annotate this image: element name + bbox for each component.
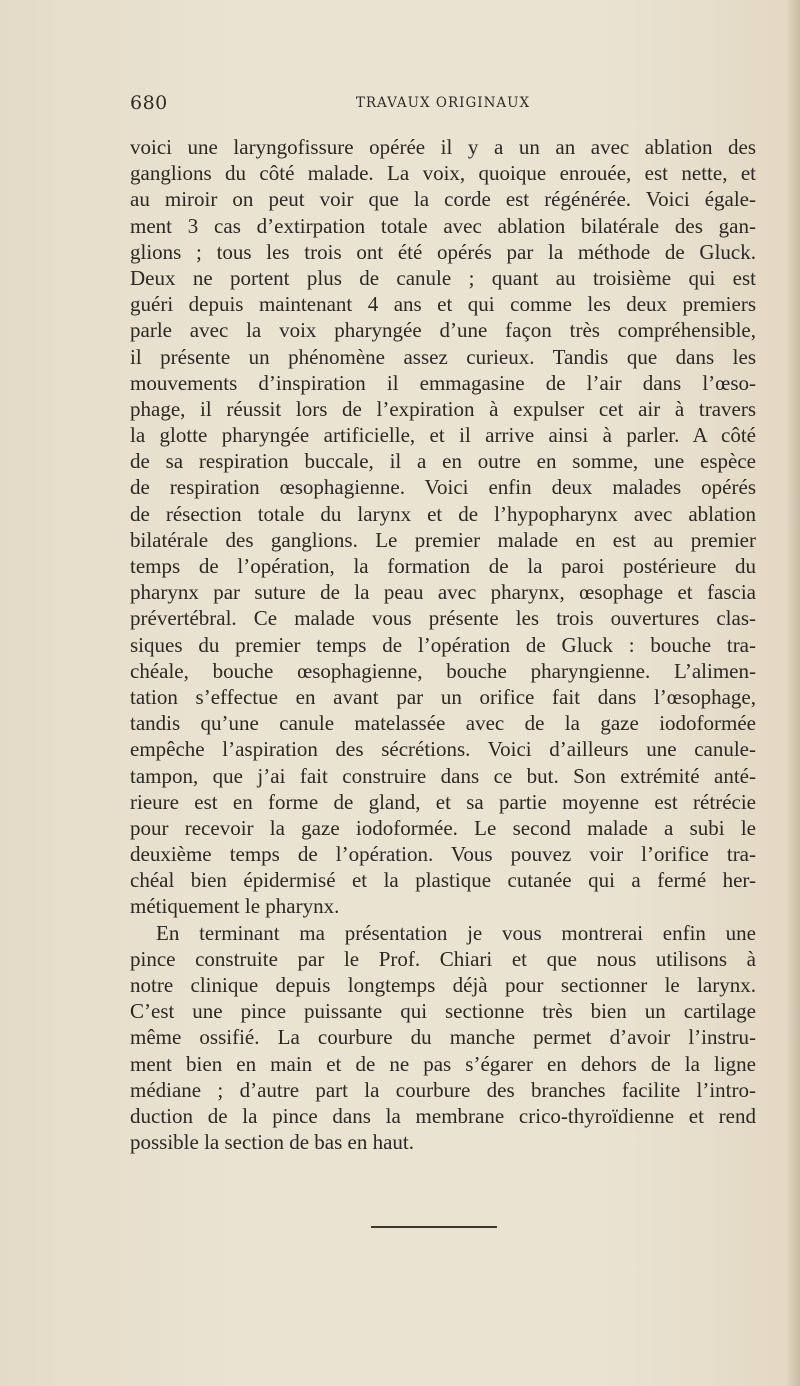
text-line: Deux ne portent plus de canule ; quant au troisième qui est	[130, 265, 756, 290]
text-line: prévertébral. Ce malade vous présente les trois ouvertures clas-	[130, 606, 756, 631]
end-rule	[371, 1226, 497, 1228]
text-line: de sa respiration buccale, il a en outre en somme, une espèce	[130, 449, 756, 474]
text-line: chéale, bouche œsophagienne, bouche pharyngienne. L’alimen-	[130, 658, 756, 683]
text-line: tation s’effectue en avant par un orifice fait dans l’œsophage,	[130, 684, 756, 709]
text-line: deuxième temps de l’opération. Vous pouvez voir l’orifice tra-	[130, 842, 756, 867]
text-line: duction de la pince dans la membrane crico-thyroïdienne et rend	[130, 1103, 756, 1128]
text-line: temps de l’opération, la formation de la paroi postérieure du	[130, 554, 756, 578]
article-body	[130, 134, 756, 1155]
text-line: pour recevoir la gaze iodoformée. Le second malade a subi le	[130, 815, 756, 840]
text-line: même ossifié. La courbure du manche permet d’avoir l’instru-	[130, 1025, 756, 1050]
text-line: bilatérale des ganglions. Le premier malade en est au premier	[130, 527, 756, 552]
paragraph	[130, 920, 756, 1156]
text-line: mouvements d’inspiration il emmagasine de l’air dans l’œso-	[130, 370, 756, 395]
page-header	[130, 92, 756, 118]
text-line: ment 3 cas d’extirpation totale avec ablation bilatérale des gan-	[130, 213, 756, 238]
text-line: glions ; tous les trois ont été opérés par la méthode de Gluck.	[130, 239, 756, 264]
text-line: tandis qu’une canule matelassée avec de la gaze iodoformée	[130, 711, 756, 736]
text-line: notre clinique depuis longtemps déjà pour sectionner le larynx.	[130, 973, 756, 997]
text-line: ment bien en main et de ne pas s’égarer en dehors de la ligne	[130, 1051, 756, 1076]
paragraph	[130, 134, 756, 920]
text-line: de respiration œsophagienne. Voici enfin deux malades opérés	[130, 475, 756, 500]
text-line: de résection totale du larynx et de l’hypopharynx avec ablation	[130, 501, 756, 526]
text-line: phage, il réussit lors de l’expiration à expulser cet air à travers	[130, 396, 756, 421]
text-line: C’est une pince puissante qui sectionne très bien un cartilage	[130, 999, 756, 1024]
text-line: siques du premier temps de l’opération de Gluck : bouche tra-	[130, 632, 756, 657]
text-line: tampon, que j’ai fait construire dans ce but. Son extrémité anté-	[130, 763, 756, 788]
text-line: ganglions du côté malade. La voix, quoique enrouée, est nette, et	[130, 161, 756, 186]
text-line: possible la section de bas en haut.	[130, 1130, 415, 1155]
page-number: 680	[130, 92, 168, 114]
text-line: empêche l’aspiration des sécrétions. Voici d’ailleurs une canule-	[130, 737, 756, 762]
text-line: au miroir on peut voir que la corde est régénérée. Voici égale-	[130, 187, 756, 212]
text-line: médiane ; d’autre part la courbure des branches facilite l’intro-	[130, 1077, 756, 1102]
text-line: il présente un phénomène assez curieux. Tandis que dans les	[130, 344, 756, 369]
text-line: pharynx par suture de la peau avec pharynx, œsophage et fascia	[130, 580, 756, 605]
text-line: parle avec la voix pharyngée d’une façon très compréhensible,	[130, 318, 756, 343]
text-line: chéal bien épidermisé et la plastique cutanée qui a fermé her-	[130, 868, 756, 893]
text-line: la glotte pharyngée artificielle, et il arrive ainsi à parler. A côté	[130, 423, 756, 448]
text-line: En terminant ma présentation je vous montrerai enfin une	[156, 920, 756, 945]
text-line: rieure est en forme de gland, et sa partie moyenne est rétrécie	[130, 789, 756, 814]
text-line: voici une laryngofissure opérée il y a un an avec ablation des	[130, 135, 756, 159]
text-line: métiquement le pharynx.	[130, 894, 340, 919]
running-head: TRAVAUX ORIGINAUX	[355, 95, 531, 111]
text-line: guéri depuis maintenant 4 ans et qui comme les deux premiers	[130, 292, 756, 317]
text-line: pince construite par le Prof. Chiari et que nous utilisons à	[130, 946, 756, 971]
